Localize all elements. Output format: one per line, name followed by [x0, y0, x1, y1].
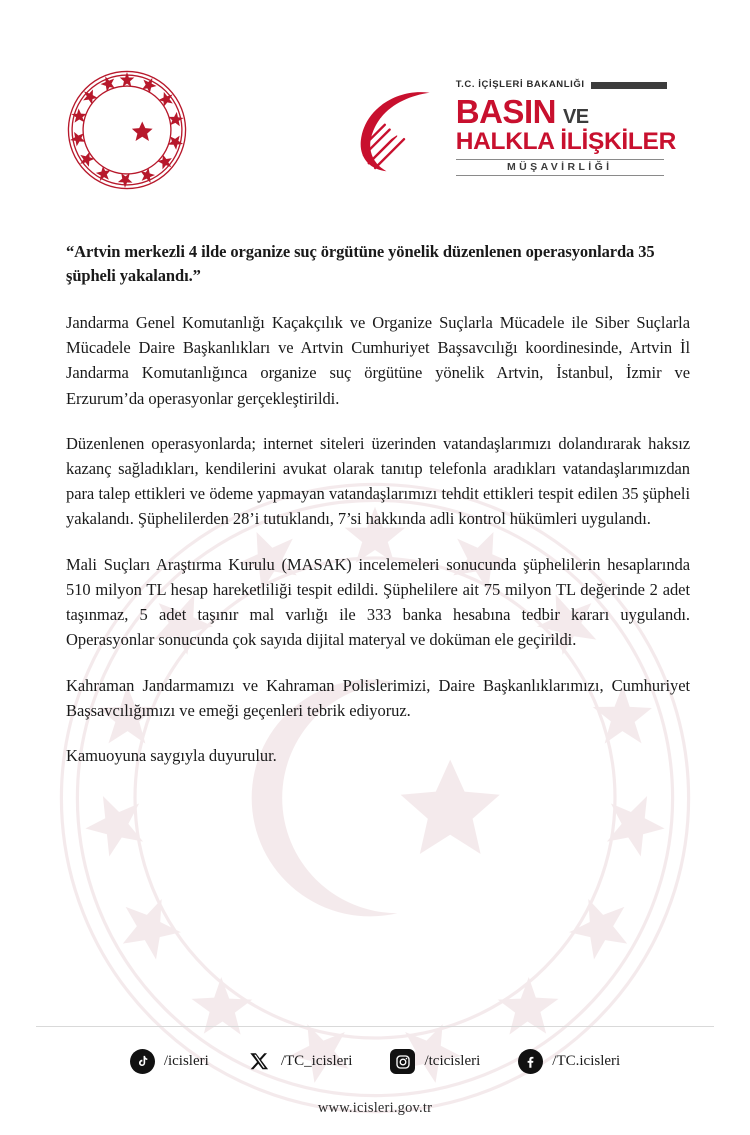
paragraph-1: Jandarma Genel Komutanlığı Kaçakçılık ve Organize Suçlarla Mücadele ile Siber Suçlarla Mücadele Daire Başkanlıkları ve Artvin Cumhuriyet Başsavcılığı koordinesinde, Artvin İl Jandarma Komutanlığınca organize suç örgütüne yönelik Artvin, İstanbul, İzmir ve Erzurum’da operasyonlar gerçekleştirildi. — [66, 312, 690, 408]
press-release-body — [0, 240, 750, 768]
paragraph-4: Kahraman Jandarmamızı ve Kahraman Polislerimizi, Daire Başkanlıklarımızı, Cumhuriyet Başsavcılığımızı ve emeği geçenleri tebrik ediyoruz. — [66, 675, 690, 720]
social-links — [0, 1049, 750, 1074]
press-office-mark-icon — [348, 80, 444, 176]
paragraph-5: Kamuoyuna saygıyla duyurulur. — [66, 746, 277, 766]
document-header — [0, 0, 750, 240]
ministry-crest-icon — [66, 69, 188, 191]
brand-ministry-label: T.C. İÇİŞLERİ BAKANLIĞI — [455, 79, 585, 91]
social-link-tiktok[interactable] — [130, 1049, 209, 1074]
x-twitter-icon — [247, 1049, 272, 1074]
website-url[interactable]: www.icisleri.gov.tr — [317, 1100, 433, 1116]
brand-line1: BASIN — [455, 92, 556, 130]
footer-divider — [36, 1026, 714, 1027]
social-label-instagram: /tcicisleri — [424, 1053, 481, 1069]
social-link-instagram[interactable] — [390, 1049, 480, 1074]
social-link-facebook[interactable] — [518, 1049, 620, 1074]
brand-line1-suffix: VE — [562, 105, 589, 128]
facebook-icon — [518, 1049, 543, 1074]
social-label-x: /TC_icisleri — [280, 1053, 353, 1069]
tiktok-icon — [130, 1049, 155, 1074]
document-footer — [0, 1026, 750, 1135]
social-link-x[interactable] — [247, 1049, 353, 1074]
paragraph-3: Mali Suçları Araştırma Kurulu (MASAK) incelemeleri sonucunda şüphelilerin hesaplarında 510 milyon TL hesap hareketliliği tespit edildi. Şüphelilere ait 75 milyon TL değerinde 2 adet taşınmaz, 5 adet taşınır mal varlığı ile 333 banka hesabına tedbir kararı uygulandı. Operasyonlar sonucunda çok sayıda dijital materyal ve doküman ele geçirildi. — [66, 554, 690, 650]
paragraph-2: Düzenlenen operasyonlarda; internet siteleri üzerinden vatandaşlarımızı dolandırarak haksız kazanç sağladıkları, kendilerini avukat olarak tanıtıp telefonla aradıkları vatandaşlarımızdan para talep ettikleri ve ödeme yapmayan vatandaşlarımızı tehdit ettikleri tespit edilen 35 şüpheli yakalandı. Şüphelilerden 28’i tutuklandı, 7’si hakkında adli kontrol hükümleri uygulandı. — [66, 433, 690, 529]
brand-line2: HALKLA İLİŞKİLER — [455, 127, 676, 155]
press-office-logo — [348, 80, 676, 176]
social-label-facebook: /TC.icisleri — [552, 1053, 621, 1069]
brand-rule — [591, 82, 667, 89]
instagram-icon — [390, 1049, 415, 1074]
press-release-headline: “Artvin merkezli 4 ilde organize suç örgütüne yönelik düzenlenen operasyonlarda 35 şüpheli yakalandı.” — [66, 242, 655, 285]
social-label-tiktok: /icisleri — [163, 1053, 209, 1069]
brand-line3: MÜŞAVİRLİĞİ — [456, 159, 664, 176]
